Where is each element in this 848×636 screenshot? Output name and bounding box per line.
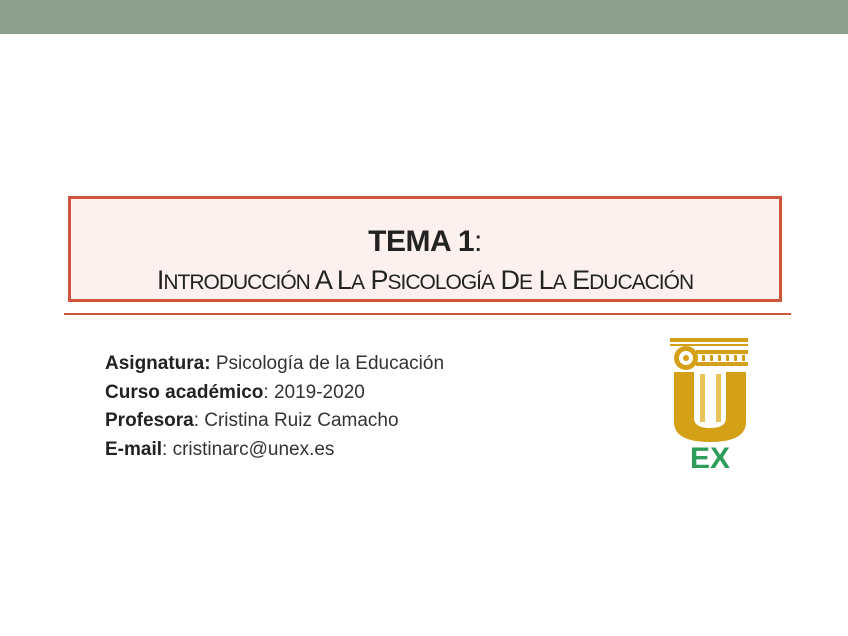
uex-logo-icon — [664, 336, 756, 472]
slide-title — [71, 225, 779, 259]
subtitle-word: A — [552, 271, 566, 294]
subtitle-cap: A — [314, 265, 331, 295]
year-value: : 2019-2020 — [263, 381, 365, 403]
subject-label: Asignatura: — [105, 353, 211, 374]
subtitle-cap: E — [572, 265, 590, 295]
year-line — [105, 379, 444, 408]
email-line — [105, 436, 444, 465]
year-label: Curso académico — [105, 381, 264, 403]
teacher-value: : Cristina Ruiz Camacho — [193, 410, 399, 431]
title-divider — [64, 313, 791, 315]
title-topic-number: TEMA 1 — [368, 225, 475, 258]
teacher-line — [105, 407, 444, 436]
subtitle-cap: P — [370, 265, 388, 295]
subtitle-word: DUCACIÓN — [589, 271, 694, 294]
email-label: E-mail — [105, 438, 163, 460]
top-bar — [0, 0, 848, 34]
subtitle-word: NTRODUCCIÓN — [163, 271, 310, 294]
course-info — [105, 350, 444, 464]
subtitle-word: E — [519, 271, 533, 294]
teacher-label: Profesora — [105, 410, 194, 431]
subtitle-cap: L — [336, 265, 351, 295]
subtitle-word: SICOLOGÍA — [387, 271, 495, 294]
subject-line — [105, 350, 444, 379]
email-value: : cristinarc@unex.es — [162, 438, 335, 460]
subject-value: Psicología de la Educación — [210, 353, 445, 374]
title-colon: : — [474, 225, 482, 258]
subtitle-cap: I — [156, 265, 164, 295]
slide-subtitle — [71, 265, 779, 296]
subtitle-cap: L — [538, 265, 553, 295]
subtitle-cap: D — [500, 265, 520, 295]
logo-text: EX — [689, 442, 731, 472]
subtitle-word: A — [350, 271, 364, 294]
title-box — [68, 196, 782, 302]
